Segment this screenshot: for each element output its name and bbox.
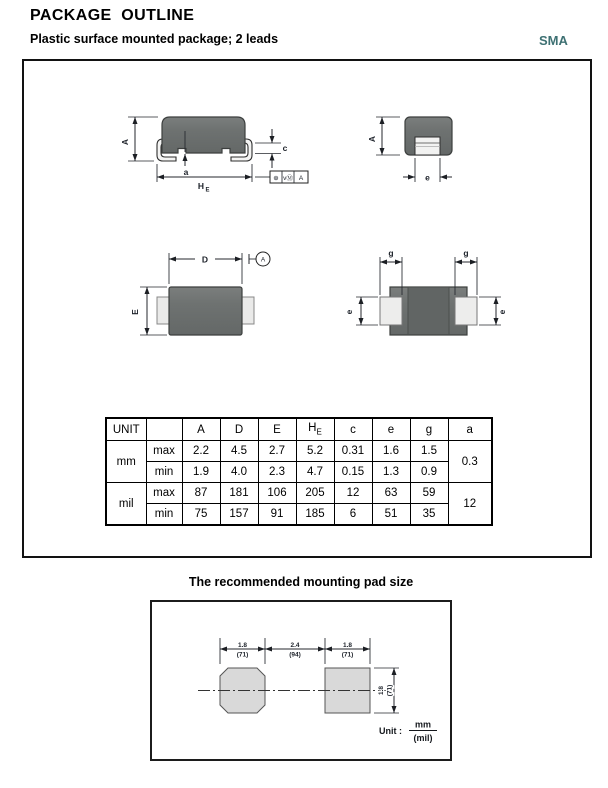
datum-label: A [260,256,266,264]
table-col-header: c [334,418,372,441]
table-cell: 4.7 [296,462,334,483]
mounting-pad-frame [150,600,452,761]
table-cell: 2.2 [182,441,220,462]
end-dim-A-label: A [367,135,377,143]
table-cell: 12 [334,483,372,504]
outline-drawing-frame [22,59,592,558]
end-lead [415,137,440,155]
table-cell: 6 [334,504,372,526]
bottom-dim-g-left-label: g [388,248,394,258]
table-cell: 75 [182,504,220,526]
end-view-drawing [367,117,452,183]
table-cell: 4.0 [220,462,258,483]
mounting-pad-drawing [152,602,446,755]
unit-note-numerator: mm [414,719,432,730]
fcf-symbol-cell: ⊕ [273,175,279,182]
top-body [169,287,242,335]
table-cell: 181 [220,483,258,504]
table-cell: 157 [220,504,258,526]
bottom-pad-left [380,297,402,325]
dimension-table [105,417,493,526]
table-cell: 2.3 [258,462,296,483]
table-cell: 12 [448,483,492,526]
pad-dim-right-mil: (71) [341,651,354,659]
bottom-dim-e-left-label: e [344,309,354,315]
table-col-header: $H_E$ [296,418,334,441]
unit-note-denominator: (mil) [413,733,433,743]
page-subtitle: Plastic surface mounted package; 2 leads [30,32,279,46]
bottom-pad-right [455,297,477,325]
table-cell: 87 [182,483,220,504]
side-dim-a-label: a [183,167,189,177]
table-col-header: A [182,418,220,441]
table-cell: 91 [258,504,296,526]
table-cell: 51 [372,504,410,526]
fcf-datum-cell: A [298,175,304,182]
package-name-badge: SMA [539,33,568,48]
table-limit-cell: max [146,483,182,504]
mounting-pad-heading: The recommended mounting pad size [188,575,414,589]
pad-dim-center-mm: 2.4 [290,642,300,649]
table-col-header: E [258,418,296,441]
table-col-header: a [448,418,492,441]
table-col-header: e [372,418,410,441]
top-lead-left [157,297,169,324]
table-cell: 185 [296,504,334,526]
fcf-tolerance-cell: vⓂ [283,175,293,182]
bottom-dim-e-right-label: e [497,309,507,315]
page-title: PACKAGE OUTLINE [30,7,195,24]
top-dim-D-label: D [201,254,209,265]
bottom-dim-g-right-label: g [463,248,469,258]
table-col-header: D [220,418,258,441]
side-dim-HE-label: H [197,181,205,191]
pad-dim-right-mm: 1.8 [342,642,353,649]
table-cell: 59 [410,483,448,504]
table-cell: 5.2 [296,441,334,462]
table-cell: 1.6 [372,441,410,462]
table-cell: 205 [296,483,334,504]
end-dim-e-label: e [425,172,430,183]
table-limit-cell: min [146,504,182,526]
table-cell: 1.9 [182,462,220,483]
table-cell: 0.3 [448,441,492,483]
table-cell: 0.15 [334,462,372,483]
table-cell: 35 [410,504,448,526]
table-cell: 63 [372,483,410,504]
table-cell: 106 [258,483,296,504]
table-cell: 0.31 [334,441,372,462]
top-view-drawing [130,252,270,335]
table-cell: 2.7 [258,441,296,462]
pad-dim-center-mil: (94) [289,651,301,659]
bottom-view-drawing [344,248,507,335]
pad-dim-height-mil: (71) [386,684,394,697]
table-cell: 4.5 [220,441,258,462]
table-cell: 0.9 [410,462,448,483]
top-lead-right [242,297,254,324]
table-limit-cell: max [146,441,182,462]
pad-dim-left-mm: 1.8 [237,642,248,649]
unit-note-label: Unit : [379,726,402,736]
side-view-drawing [120,117,308,194]
table-cell: 1.3 [372,462,410,483]
table-unit-cell: mil [106,483,146,526]
table-limit-cell: min [146,462,182,483]
table-col-header: g [410,418,448,441]
side-body [162,117,245,153]
side-dim-HE-subscript: E [205,187,210,194]
top-dim-E-label: E [130,309,140,315]
table-unit-cell: mm [106,441,146,483]
pad-dim-height-mm: 1.8 [378,685,385,696]
table-cell: 1.5 [410,441,448,462]
table-header-blank [146,418,182,441]
pad-dim-left-mil: (71) [236,651,249,659]
table-header-unit: UNIT [106,418,146,441]
side-dim-c-label: c [282,143,288,153]
side-dim-A-label: A [120,138,130,146]
